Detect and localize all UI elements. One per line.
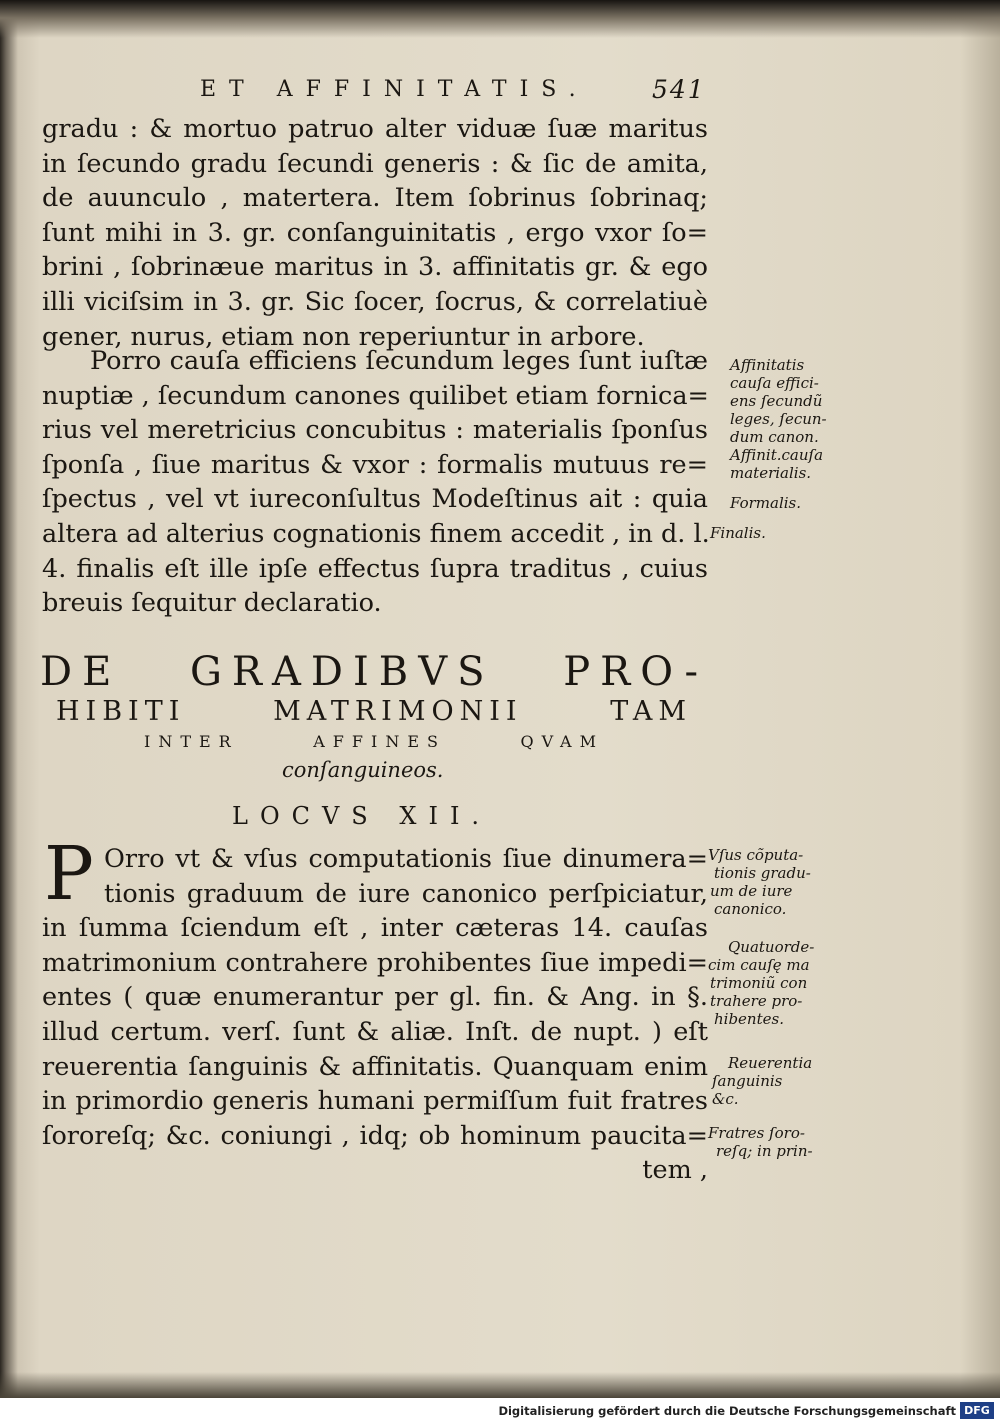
section-heading-line-2: HIBITI MATRIMONII TAM: [56, 696, 692, 727]
running-title: ET AFFINITATIS.: [200, 77, 589, 102]
margin-line: dum canon.: [730, 428, 819, 446]
margin-line: Affinit.cauſa: [730, 446, 824, 464]
text-line: Orro vt & vſus computationis ſiue dinumera=: [104, 844, 708, 874]
margin-line: reſq; in prin-: [716, 1142, 813, 1160]
margin-note-usus: [708, 846, 811, 918]
section-heading-line-4: conſanguineos.: [282, 758, 444, 782]
section-heading-line-3: INTER AFFINES QVAM: [144, 732, 604, 751]
text-line: entes ( quæ enumerantur per gl. fin. & Ang. in §.: [42, 982, 708, 1013]
margin-line: Reuerentia: [728, 1054, 813, 1072]
text-line: tionis graduum de iure canonico perſpiciatur,: [104, 878, 708, 909]
margin-line: cauſa effici-: [730, 374, 819, 392]
margin-line: trahere pro-: [710, 992, 803, 1010]
margin-line: trimoniũ con: [710, 974, 808, 992]
text-line: rius vel meretricius concubitus : materialis ſponſus: [42, 415, 708, 446]
text-line: illud certum. verſ. ſunt & aliæ. Inſt. de nupt. ) eſt: [42, 1016, 708, 1047]
margin-line: cim cauſę ma: [708, 956, 810, 974]
margin-line: tionis gradu-: [714, 864, 811, 882]
text-line: breuis ſequitur declaratio.: [42, 588, 382, 619]
text-line: gradu : & mortuo patruo alter viduæ ſuæ maritus: [42, 114, 708, 144]
text-line: illi viciſsim in 3. gr. Sic ſocer, ſocrus, & correlatiuè: [42, 286, 708, 317]
margin-line: Affinitatis: [730, 356, 805, 374]
text-line: ſororeſq; &c. coniungi , idq; ob hominum paucita=: [42, 1120, 708, 1151]
text-line: matrimonium contrahere prohibentes ſiue impedi=: [42, 947, 708, 978]
margin-line: &c.: [712, 1090, 739, 1108]
margin-line: materialis.: [730, 464, 812, 482]
text-line: in ſumma ſciendum eſt , inter cæteras 14. cauſas: [42, 913, 708, 944]
text-line: in ſecundo gradu ſecundi generis : & ſic de amita,: [42, 148, 708, 179]
paragraph-1: [42, 112, 708, 354]
margin-line: um de iure: [710, 882, 793, 900]
margin-line: Fratres ſoro-: [708, 1124, 805, 1142]
funding-credit: Digitalisierung gefördert durch die Deutsche Forschungsgemeinschaft: [498, 1404, 956, 1418]
margin-line: canonico.: [714, 900, 787, 918]
margin-line: Finalis.: [710, 524, 766, 542]
margin-line: Formalis.: [730, 494, 802, 512]
margin-line: hibentes.: [714, 1010, 784, 1028]
margin-line: Vſus cõputa-: [708, 846, 804, 864]
text-line: ſpectus , vel vt iureconſultus Modeſtinus ait : quia: [42, 484, 708, 515]
text-line: de auunculo , matertera. Item ſobrinus ſobrinaq;: [42, 183, 708, 214]
margin-note-causes-14: [708, 938, 814, 1028]
text-line: gener, nurus, etiam non reperiuntur in arbore.: [42, 321, 645, 352]
drop-cap: P: [44, 831, 94, 917]
margin-line: leges, ſecun-: [730, 410, 827, 428]
text-line: Porro cauſa efficiens ſecundum leges ſunt iuſtæ: [90, 346, 708, 376]
text-line: ſunt mihi in 3. gr. conſanguinitatis , ergo vxor ſo=: [42, 217, 708, 248]
margin-line: ſanguinis: [712, 1072, 783, 1090]
text-line: altera ad alterius cognationis finem accedit , in d. l.: [42, 518, 710, 549]
paragraph-2: [42, 344, 708, 621]
text-line: in primordio generis humani permiſſum fuit fratres: [42, 1086, 708, 1117]
section-heading-line-1: DE GRADIBVS PRO-: [40, 649, 708, 695]
margin-line: Quatuorde-: [728, 938, 815, 956]
dfg-logo: DFG: [960, 1402, 994, 1419]
margin-note-causes: [710, 356, 827, 542]
text-line: brini , ſobrinæue maritus in 3. affinitatis gr. & ego: [42, 252, 708, 283]
text-line: reuerentia ſanguinis & affinitatis. Quanquam enim: [42, 1051, 708, 1082]
text-line: 4. finalis eſt ille ipſe effectus ſupra traditus , cuius: [42, 553, 708, 584]
margin-note-fratres: [708, 1124, 813, 1160]
locus-number: LOCVS XII.: [232, 802, 492, 830]
page-number: 541: [652, 75, 706, 104]
paragraph-3: [42, 842, 708, 1188]
digitization-footer: [0, 1398, 1000, 1424]
margin-line: ens ſecundũ: [730, 392, 823, 410]
text-line: nuptiæ , ſecundum canones quilibet etiam fornica=: [42, 380, 709, 411]
text-line: ſponſa , ſiue maritus & vxor : formalis mutuus re=: [42, 449, 708, 480]
text-line: tem ,: [642, 1155, 708, 1186]
margin-note-reuerentia: [708, 1054, 812, 1108]
